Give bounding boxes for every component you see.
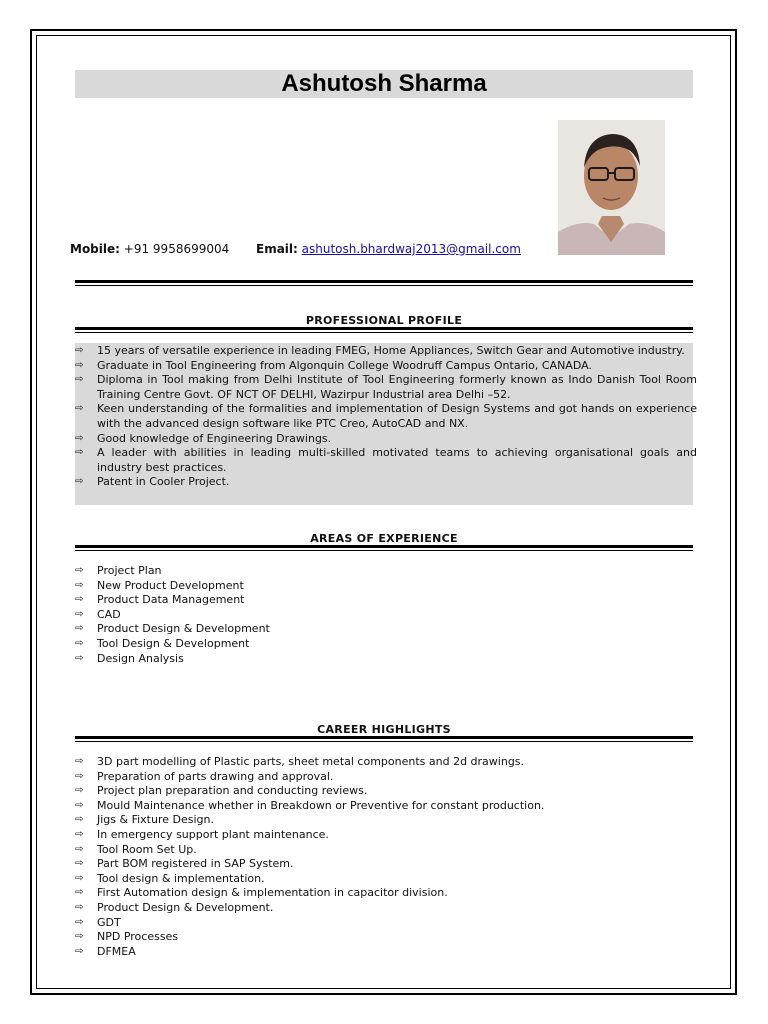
header-divider-thick xyxy=(75,280,693,283)
career-item-text: Jigs & Fixture Design. xyxy=(97,813,214,827)
arrow-bullet-icon: ⇨ xyxy=(75,945,84,957)
section-title-career: CAREER HIGHLIGHTS xyxy=(317,723,451,736)
career-item-text: In emergency support plant maintenance. xyxy=(97,827,329,841)
arrow-bullet-icon: ⇨ xyxy=(75,901,84,913)
arrow-bullet-icon: ⇨ xyxy=(75,476,84,488)
career-list xyxy=(75,755,675,959)
profile-item xyxy=(75,446,697,475)
career-item xyxy=(75,784,675,799)
career-item-text: 3D part modelling of Plastic parts, sheet metal components and 2d drawings. xyxy=(97,755,525,768)
profile-divider-thick xyxy=(75,327,693,330)
arrow-bullet-icon: ⇨ xyxy=(75,887,84,899)
header-divider-thin xyxy=(75,285,693,286)
career-item xyxy=(75,916,675,931)
profile-item-text: Diploma in Tool making from Delhi Institute of Tool Engineering formerly known as Indo Danish Tool Room Training Centre Govt. OF NCT OF DELHI, Wazirpur Industrial area Delhi –52. xyxy=(97,373,697,401)
arrow-bullet-icon: ⇨ xyxy=(75,637,84,649)
career-item xyxy=(75,945,675,960)
career-item xyxy=(75,843,675,858)
arrow-bullet-icon: ⇨ xyxy=(75,799,84,811)
area-item xyxy=(75,564,475,579)
career-item xyxy=(75,828,675,843)
profile-item xyxy=(75,344,697,359)
career-item xyxy=(75,872,675,887)
arrow-bullet-icon: ⇨ xyxy=(75,579,84,591)
career-item xyxy=(75,770,675,785)
career-item xyxy=(75,857,675,872)
area-item-text: Product Design & Development xyxy=(97,622,270,636)
profile-item-text: Keen understanding of the formalities and implementation of Design Systems and got hands on experience with the advanced design software like PTC Creo, AutoCAD and NX. xyxy=(97,402,697,430)
career-item xyxy=(75,901,675,916)
profile-item xyxy=(75,373,697,402)
profile-item-text: 15 years of versatile experience in leading FMEG, Home Appliances, Switch Gear and Automotive industry. xyxy=(97,344,685,357)
career-item xyxy=(75,799,675,814)
mobile-label: Mobile: xyxy=(70,242,120,256)
career-item-text: Preparation of parts drawing and approval. xyxy=(97,769,334,783)
arrow-bullet-icon: ⇨ xyxy=(75,814,84,826)
area-item-text: New Product Development xyxy=(97,578,244,592)
arrow-bullet-icon: ⇨ xyxy=(75,594,84,606)
area-item xyxy=(75,622,475,637)
career-item-text: GDT xyxy=(97,915,121,929)
area-item xyxy=(75,593,475,608)
profile-item xyxy=(75,402,697,431)
career-divider-thick xyxy=(75,736,693,739)
area-item-text: Tool Design & Development xyxy=(97,636,250,650)
career-item-text: Part BOM registered in SAP System. xyxy=(97,857,294,871)
profile-item-text: Graduate in Tool Engineering from Algonquin College Woodruff Campus Ontario, CANADA. xyxy=(97,358,592,372)
profile-item-text: Patent in Cooler Project. xyxy=(97,475,230,489)
arrow-bullet-icon: ⇨ xyxy=(75,432,84,444)
arrow-bullet-icon: ⇨ xyxy=(75,931,84,943)
arrow-bullet-icon: ⇨ xyxy=(75,828,84,840)
arrow-bullet-icon: ⇨ xyxy=(75,916,84,928)
profile-item xyxy=(75,475,697,490)
candidate-name: Ashutosh Sharma xyxy=(75,70,693,98)
arrow-bullet-icon: ⇨ xyxy=(75,403,84,415)
areas-list xyxy=(75,564,475,666)
arrow-bullet-icon: ⇨ xyxy=(75,447,84,459)
section-title-areas: AREAS OF EXPERIENCE xyxy=(310,532,458,545)
profile-list xyxy=(75,344,697,490)
arrow-bullet-icon: ⇨ xyxy=(75,770,84,782)
arrow-bullet-icon: ⇨ xyxy=(75,785,84,797)
area-item xyxy=(75,652,475,667)
area-item xyxy=(75,579,475,594)
career-divider-thin xyxy=(75,741,693,742)
area-item-text: CAD xyxy=(97,607,121,621)
career-item-text: DFMEA xyxy=(97,944,136,958)
profile-item-text: A leader with abilities in leading multi-skilled motivated teams to achieving organisational goals and industry best practices. xyxy=(97,446,697,474)
arrow-bullet-icon: ⇨ xyxy=(75,756,84,767)
area-item-text: Design Analysis xyxy=(97,651,184,665)
section-title-profile: PROFESSIONAL PROFILE xyxy=(305,314,463,327)
arrow-bullet-icon: ⇨ xyxy=(75,345,84,356)
profile-photo xyxy=(558,120,665,255)
arrow-bullet-icon: ⇨ xyxy=(75,359,84,371)
arrow-bullet-icon: ⇨ xyxy=(75,652,84,664)
career-item-text: Tool Room Set Up. xyxy=(97,842,197,856)
area-item xyxy=(75,637,475,652)
areas-divider-thin xyxy=(75,550,693,551)
arrow-bullet-icon: ⇨ xyxy=(75,374,84,386)
career-item xyxy=(75,755,675,770)
email-link[interactable]: ashutosh.bhardwaj2013@gmail.com xyxy=(301,242,521,256)
area-item-text: Project Plan xyxy=(97,564,162,577)
areas-divider-thick xyxy=(75,545,693,548)
profile-divider-thin xyxy=(75,332,693,333)
career-item-text: Tool design & implementation. xyxy=(97,871,265,885)
email-label: Email: xyxy=(256,242,298,256)
area-item-text: Product Data Management xyxy=(97,593,245,607)
arrow-bullet-icon: ⇨ xyxy=(75,623,84,635)
career-item-text: Mould Maintenance whether in Breakdown or Preventive for constant production. xyxy=(97,798,545,812)
area-item xyxy=(75,608,475,623)
career-item xyxy=(75,930,675,945)
career-item-text: Project plan preparation and conducting reviews. xyxy=(97,784,368,798)
profile-item-text: Good knowledge of Engineering Drawings. xyxy=(97,431,332,445)
email-block xyxy=(256,242,521,256)
career-item xyxy=(75,813,675,828)
arrow-bullet-icon: ⇨ xyxy=(75,843,84,855)
career-item xyxy=(75,886,675,901)
contact-line xyxy=(70,242,521,256)
mobile-number: +91 9958699004 xyxy=(123,242,230,256)
career-item-text: NPD Processes xyxy=(97,930,179,944)
arrow-bullet-icon: ⇨ xyxy=(75,858,84,870)
career-item-text: Product Design & Development. xyxy=(97,900,274,914)
profile-item xyxy=(75,432,697,447)
arrow-bullet-icon: ⇨ xyxy=(75,608,84,620)
career-item-text: First Automation design & implementation in capacitor division. xyxy=(97,886,448,900)
profile-item xyxy=(75,359,697,374)
arrow-bullet-icon: ⇨ xyxy=(75,565,84,576)
arrow-bullet-icon: ⇨ xyxy=(75,872,84,884)
